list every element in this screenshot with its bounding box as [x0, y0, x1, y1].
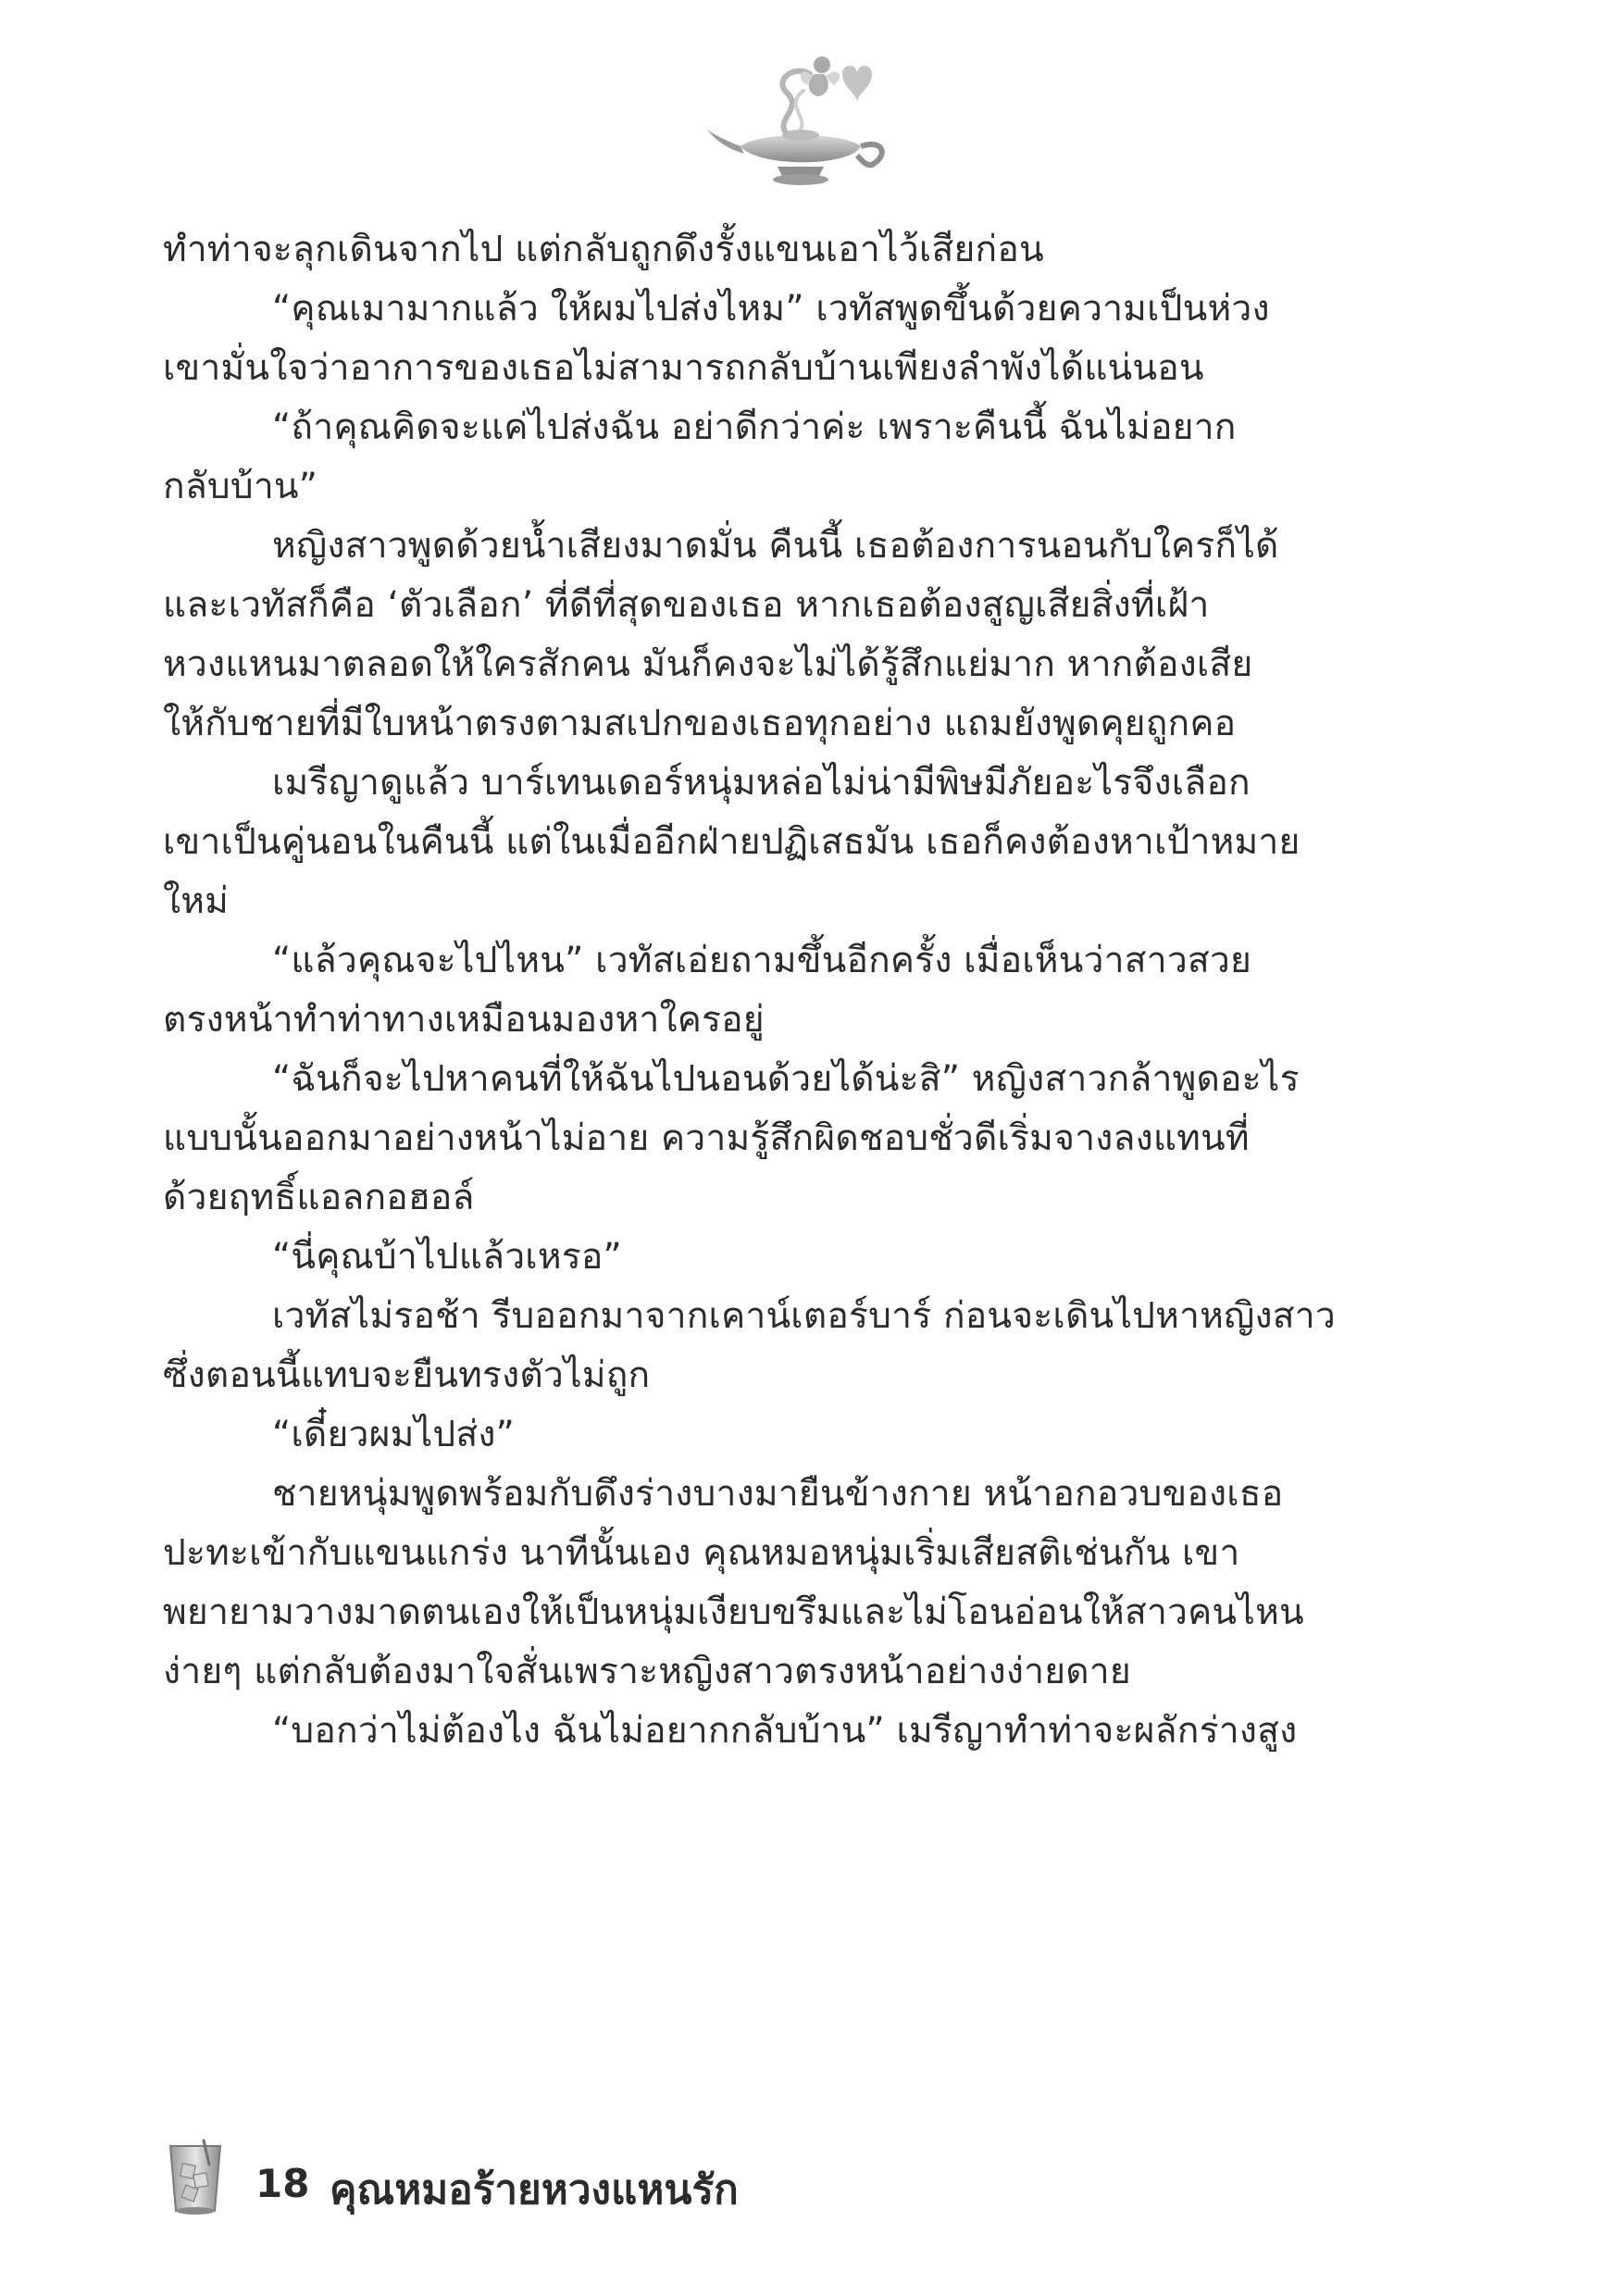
paragraph-line: “ถ้าคุณคิดจะแค่ไปส่งฉัน อย่าดีกว่าค่ะ เพราะคืนนี้ ฉันไม่อยาก: [272, 406, 1237, 448]
paragraph-line: ตรงหน้าทำท่าทางเหมือนมองหาใครอยู่: [163, 999, 765, 1041]
paragraph-line: “ฉันก็จะไปหาคนที่ให้ฉันไปนอนด้วยได้น่ะสิ” หญิงสาวกล้าพูดอะไร: [272, 1058, 1300, 1100]
paragraph-line: ใหม่: [163, 880, 230, 922]
body-text: [163, 220, 1375, 1761]
paragraph-line: เวทัสไม่รอช้า รีบออกมาจากเคาน์เตอร์บาร์ ก่อนจะเดินไปหาหญิงสาว: [272, 1295, 1336, 1337]
paragraph-line: “คุณเมามากแล้ว ให้ผมไปส่งไหม” เวทัสพูดขึ้นด้วยความเป็นห่วง: [272, 288, 1270, 330]
paragraph-line: ชายหนุ่มพูดพร้อมกับดึงร่างบางมายืนข้างกาย หน้าอกอวบของเธอ: [272, 1473, 1284, 1515]
paragraph-line: ซึ่งตอนนี้แทบจะยืนทรงตัวไม่ถูก: [163, 1354, 651, 1396]
page-footer: [163, 2137, 1089, 2229]
paragraph-line: หญิงสาวพูดด้วยน้ำเสียงมาดมั่น คืนนี้ เธอต้องการนอนกับใครก็ได้: [272, 525, 1279, 567]
paragraph-line: ง่ายๆ แต่กลับต้องมาใจสั่นเพราะหญิงสาวตรงหน้าอย่างง่ายดาย: [163, 1651, 1131, 1692]
paragraph-line: “แล้วคุณจะไปไหน” เวทัสเอ่ยถามขึ้นอีกครั้ง เมื่อเห็นว่าสาวสวย: [272, 940, 1252, 981]
paragraph-line: เขาเป็นคู่นอนในคืนนี้ แต่ในเมื่ออีกฝ่ายปฏิเสธมัน เธอก็คงต้องหาเป้าหมาย: [163, 821, 1301, 863]
genie-lamp-cupid-icon: [703, 37, 898, 194]
paragraph-line: “บอกว่าไม่ต้องไง ฉันไม่อยากกลับบ้าน” เมรีญาทำท่าจะผลักร่างสูง: [272, 1710, 1298, 1752]
paragraph-line: เมรีญาดูแล้ว บาร์เทนเดอร์หนุ่มหล่อไม่น่ามีพิษมีภัยอะไรจึงเลือก: [272, 762, 1251, 804]
cocktail-glass-icon: [163, 2137, 228, 2218]
page-number: 18: [255, 2161, 310, 2206]
paragraph-line: “นี่คุณบ้าไปแล้วเหรอ”: [272, 1236, 622, 1278]
paragraph-line: พยายามวางมาดตนเองให้เป็นหนุ่มเงียบขรึมและไม่โอนอ่อนให้สาวคนไหน: [163, 1591, 1304, 1633]
paragraph-line: แบบนั้นออกมาอย่างหน้าไม่อาย ความรู้สึกผิดชอบชั่วดีเริ่มจางลงแทนที่: [163, 1117, 1250, 1159]
paragraph-line: ทำท่าจะลุกเดินจากไป แต่กลับถูกดึงรั้งแขนเอาไว้เสียก่อน: [163, 229, 1044, 270]
paragraph-line: กลับบ้าน”: [163, 466, 318, 507]
paragraph-line: และเวทัสก็คือ ‘ตัวเลือก’ ที่ดีที่สุดของเธอ หากเธอต้องสูญเสียสิ่งที่เฝ้า: [163, 584, 1210, 626]
book-title: คุณหมอร้ายหวงแหนรัก: [330, 2166, 739, 2214]
paragraph-line: ปะทะเข้ากับแขนแกร่ง นาทีนั้นเอง คุณหมอหนุ่มเริ่มเสียสติเช่นกัน เขา: [163, 1532, 1240, 1574]
paragraph-line: เขามั่นใจว่าอาการของเธอไม่สามารถกลับบ้านเพียงลำพังได้แน่นอน: [163, 347, 1204, 389]
paragraph-line: ให้กับชายที่มีใบหน้าตรงตามสเปกของเธอทุกอย่าง แถมยังพูดคุยถูกคอ: [163, 703, 1237, 744]
paragraph-line: “เดี๋ยวผมไปส่ง”: [272, 1414, 515, 1455]
paragraph-line: หวงแหนมาตลอดให้ใครสักคน มันก็คงจะไม่ได้รู้สึกแย่มาก หากต้องเสีย: [163, 643, 1253, 685]
paragraph-line: ด้วยฤทธิ์แอลกอฮอล์: [163, 1177, 475, 1218]
